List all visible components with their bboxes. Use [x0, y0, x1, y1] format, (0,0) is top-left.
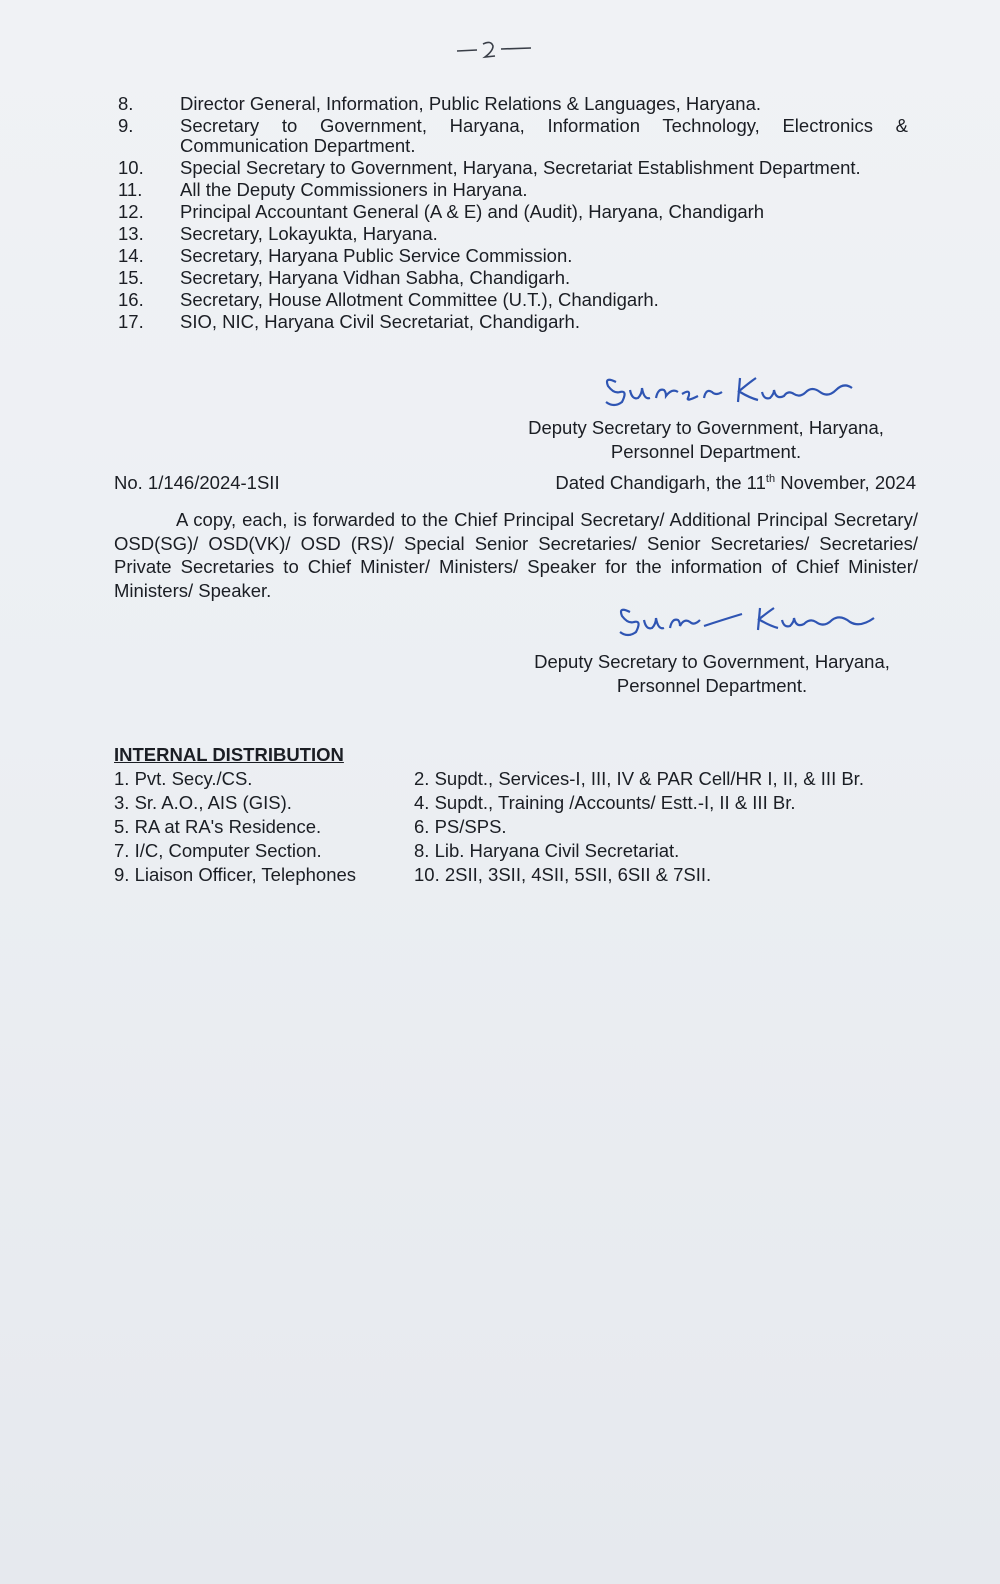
internal-distribution-heading: INTERNAL DISTRIBUTION [114, 744, 344, 765]
list-item [118, 180, 908, 200]
item-number: 14. [118, 245, 144, 266]
item-text: Secretary, Lokayukta, Haryana. [180, 223, 438, 244]
list-item [118, 224, 908, 244]
item-text: SIO, NIC, Haryana Civil Secretariat, Chandigarh. [180, 311, 580, 332]
list-item: 8. Lib. Haryana Civil Secretariat. [414, 840, 680, 861]
memo-date-suffix: November, 2024 [775, 472, 916, 493]
signatory-designation: Deputy Secretary to Government, Haryana, [534, 651, 890, 672]
internal-distribution-list [114, 768, 934, 886]
item-number: 8. [118, 93, 134, 114]
list-item: 9. Liaison Officer, Telephones [114, 864, 357, 885]
recipient-list [118, 94, 908, 334]
signatory-department: Personnel Department. [610, 441, 802, 462]
item-text: Principal Accountant General (A & E) and (Audit), Haryana, Chandigarh [180, 201, 765, 222]
item-text: Special Secretary to Government, Haryana, Secretariat Establishment Department. [180, 157, 861, 178]
item-text: Secretary, Haryana Public Service Commission. [180, 245, 573, 266]
item-number: 15. [118, 267, 144, 288]
item-number: 12. [118, 201, 144, 222]
item-number: 10. [118, 157, 144, 178]
list-item: 5. RA at RA's Residence. [114, 816, 322, 837]
list-item: 4. Supdt., Training /Accounts/ Estt.-I, II & III Br. [414, 792, 796, 813]
memo-date-superscript: th [765, 472, 776, 485]
item-text: Secretary to Government, Haryana, Information Technology, Electronics & Communication Department. [180, 115, 908, 156]
list-item [118, 94, 908, 114]
item-number: 11. [118, 179, 143, 200]
item-number: 9. [118, 115, 134, 136]
list-item: 3. Sr. A.O., AIS (GIS). [114, 792, 292, 813]
memo-row [114, 472, 916, 494]
list-item: 10. 2SII, 3SII, 4SII, 5SII, 6SII & 7SII. [414, 864, 712, 885]
list-item [118, 312, 908, 332]
signatory-block-2 [514, 650, 910, 698]
page-number-mark [455, 38, 535, 62]
list-item: 7. I/C, Computer Section. [114, 840, 322, 861]
item-number: 17. [118, 311, 144, 332]
handwritten-signature-1 [600, 368, 860, 410]
item-text: All the Deputy Commissioners in Haryana. [180, 179, 528, 200]
page-number [455, 38, 535, 62]
list-item [118, 158, 908, 178]
list-item: 2. Supdt., Services-I, III, IV & PAR Cell/HR I, II, & III Br. [414, 768, 864, 789]
list-item: 1. Pvt. Secy./CS. [114, 768, 253, 789]
list-item [118, 246, 908, 266]
list-item [118, 268, 908, 288]
signatory-designation: Deputy Secretary to Government, Haryana, [528, 417, 884, 438]
item-text: Director General, Information, Public Relations & Languages, Haryana. [180, 93, 761, 114]
item-text: Secretary, Haryana Vidhan Sabha, Chandigarh. [180, 267, 571, 288]
memo-date [555, 472, 916, 494]
list-item [118, 116, 908, 156]
list-item [118, 202, 908, 222]
handwritten-signature-2 [612, 600, 882, 640]
list-item [118, 290, 908, 310]
list-item: 6. PS/SPS. [414, 816, 507, 837]
signatory-block-1 [508, 416, 904, 464]
memo-number: No. 1/146/2024-1SII [114, 472, 280, 493]
item-text: Secretary, House Allotment Committee (U.T.), Chandigarh. [180, 289, 659, 310]
signatory-department: Personnel Department. [616, 675, 808, 696]
memo-date-prefix: Dated Chandigarh, the 11 [555, 472, 766, 493]
item-number: 13. [118, 223, 144, 244]
item-number: 16. [118, 289, 144, 310]
copy-forward-paragraph: A copy, each, is forwarded to the Chief Principal Secretary/ Additional Principal Secretary/ OSD(SG)/ OSD(VK)/ OSD (RS)/ Special Senior Secretaries/ Senior Secretaries/ Secretaries/ Private Secretaries to Chief Minister/ Ministers/ Speaker for the information of Chief Minister/ Ministers/ Speaker. [114, 509, 918, 601]
internal-distribution [114, 744, 934, 886]
